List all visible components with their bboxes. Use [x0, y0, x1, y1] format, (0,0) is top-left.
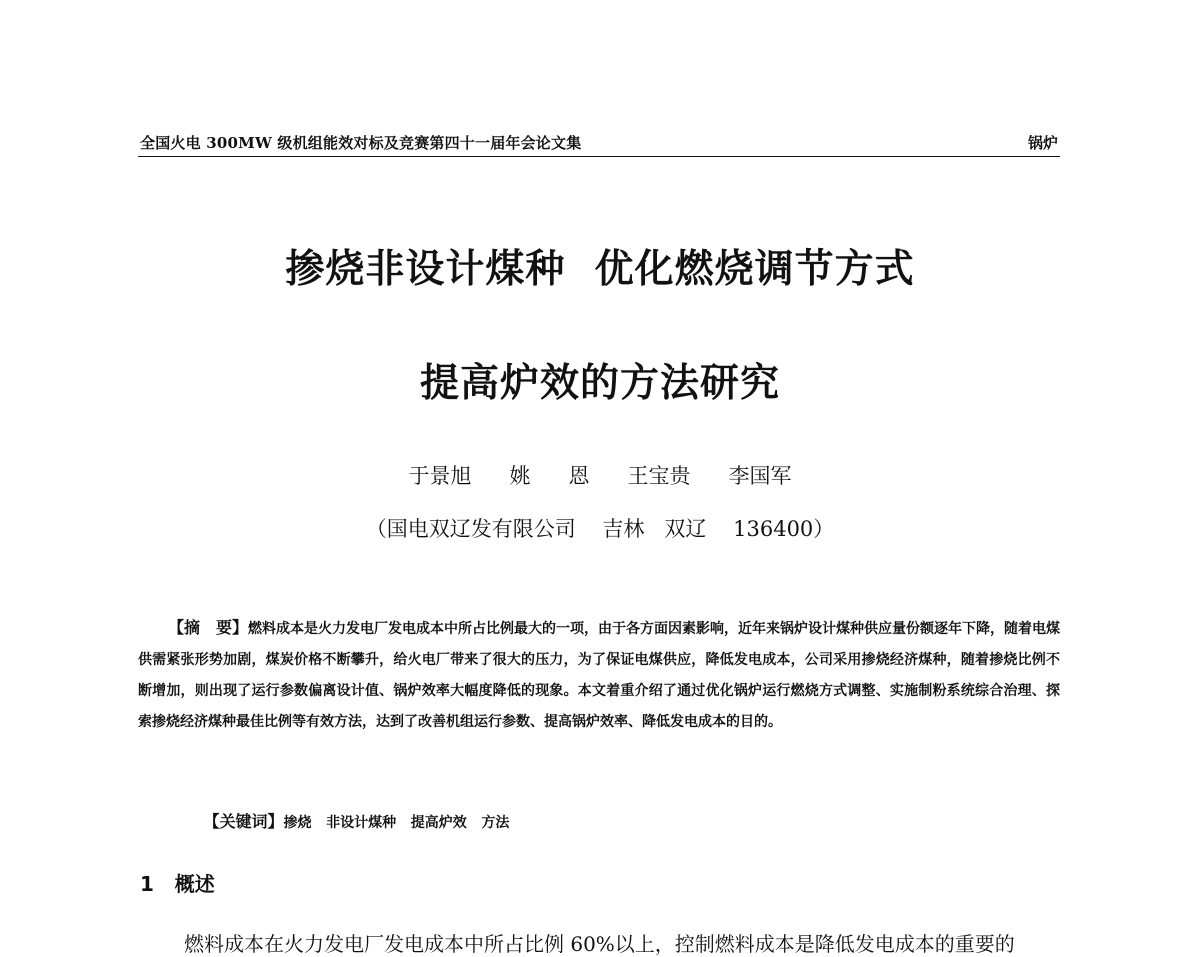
paper-title-line-1: 掺烧非设计煤种 优化燃烧调节方式 [285, 247, 915, 292]
author-affiliation: （国电双辽发有限公司 吉林 双辽 136400） [365, 517, 835, 541]
abstract-paragraph [138, 612, 1060, 738]
header-proceedings-title: 全国火电 300MW 级机组能效对标及竞赛第四十一届年会论文集 [140, 134, 582, 152]
keywords-line [184, 793, 509, 848]
author-list: 于景旭 姚 恩 王宝贵 李国军 [408, 464, 792, 488]
running-header [138, 130, 1060, 157]
keywords-text: 掺烧 非设计煤种 提高炉效 方法 [283, 815, 510, 831]
keywords-label: 【关键词】 [203, 812, 284, 831]
header-section-label: 锅炉 [1027, 134, 1058, 152]
section-1-body-text: 燃料成本在火力发电厂发电成本中所占比例 60%以上，控制燃料成本是降低发电成本的重要的 [184, 932, 1015, 956]
abstract-label: 【摘 要】 [168, 618, 249, 637]
section-1-heading: 1 概述 [140, 872, 215, 896]
abstract-text: 燃料成本是火力发电厂发电成本中所占比例最大的一项，由于各方面因素影响，近年来锅炉设计煤种供应量份额逐年下降，随着电煤供需紧张形势加剧，煤炭价格不断攀升，给火电厂带来了很大的压力，为了保证电煤供应，降低发电成本，公司采用掺烧经济煤种，随着掺烧比例不断增加，则出现了运行参数偏离设计值、锅炉效率大幅度降低的现象。本文着重介绍了通过优化锅炉运行燃烧方式调整、实施制粉系统综合治理、探索掺烧经济煤种最佳比例等有效方法，达到了改善机组运行参数、提高锅炉效率、降低发电成本的目的。 [138, 621, 1061, 730]
paper-title-line-2: 提高炉效的方法研究 [419, 361, 780, 406]
